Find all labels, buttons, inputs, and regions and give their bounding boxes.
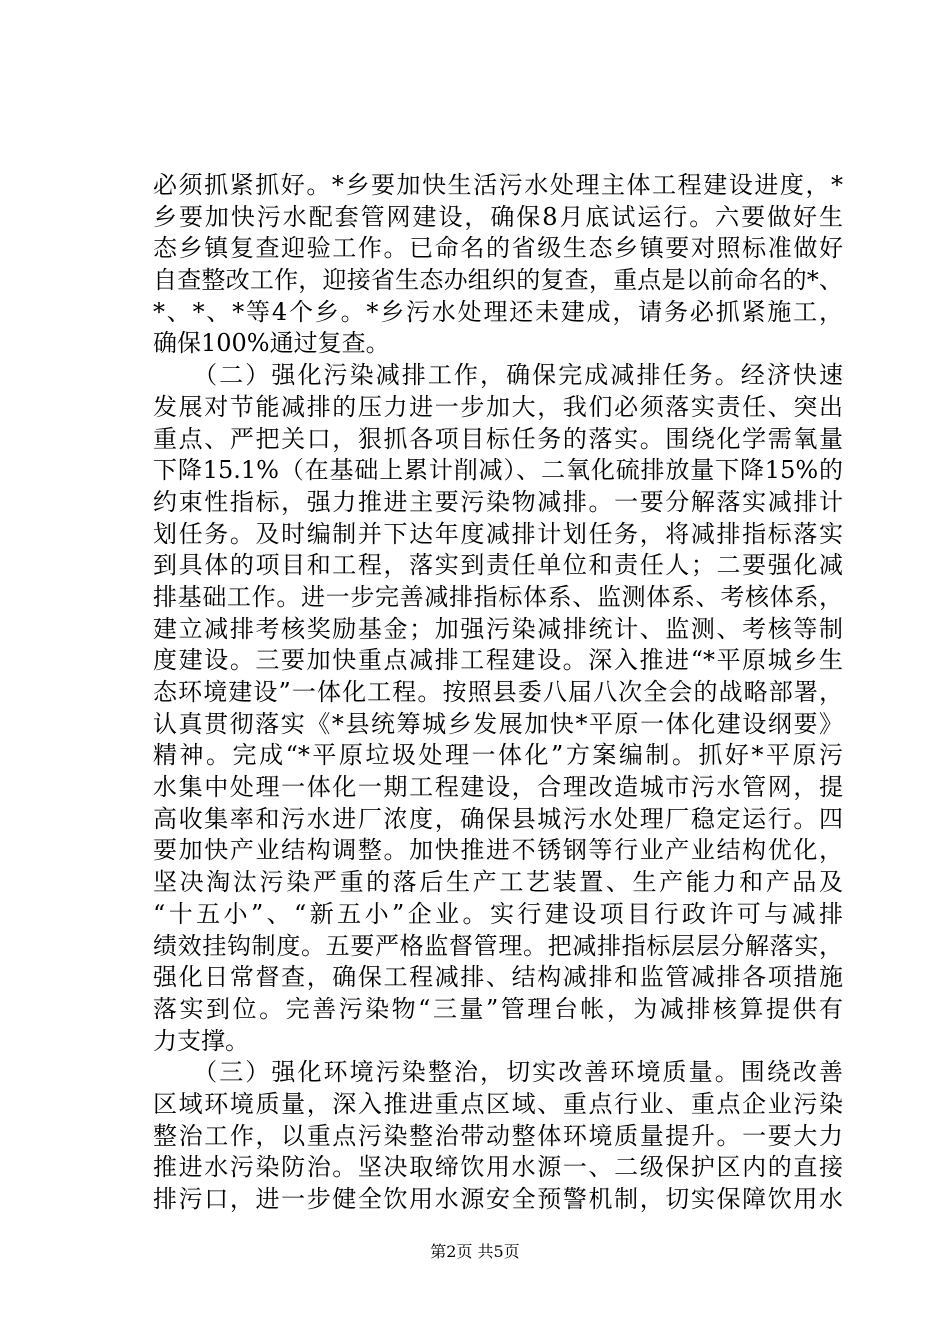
text-line: 自查整改工作，迎接省生态办组织的复查，重点是以前命名的*、 [153,266,843,295]
text-line: 必须抓紧抓好。*乡要加快生活污水处理主体工程建设进度，* [153,171,843,199]
text-line: 确保100%通过复查。 [153,329,390,358]
text-line: 推进水污染防治。坚决取缔饮用水源一、二级保护区内的直接 [153,1153,843,1182]
text-line: 排污口，进一步健全饮用水源安全预警机制，切实保障饮用水 [153,1185,843,1213]
text-line: 到具体的项目和工程，落实到责任单位和责任人；二要强化减 [153,551,843,580]
text-line: 态乡镇复查迎验工作。已命名的省级生态乡镇要对照标准做好 [153,234,843,263]
text-line: 排基础工作。进一步完善减排指标体系、监测体系、考核体系， [153,582,843,611]
text-line: 力支撑。 [153,1026,249,1055]
text-line: 度建设。三要加快重点减排工程建设。深入推进“*平原城乡生 [153,646,843,675]
text-line: 重点、严把关口，狠抓各项目标任务的落实。围绕化学需氧量 [153,424,843,453]
text-line: 整治工作，以重点污染整治带动整体环境质量提升。一要大力 [153,1121,843,1150]
text-line: （二）强化污染减排工作，确保完成减排任务。经济快速 [153,361,843,390]
text-line: *、*、*等4个乡。*乡污水处理还未建成，请务必抓紧施工， [153,297,843,326]
text-line: 划任务。及时编制并下达年度减排计划任务，将减排指标落实 [153,519,843,548]
text-line: 下降15.1%（在基础上累计削减）、二氧化硫排放量下降15%的 [153,456,843,485]
text-line: （三）强化环境污染整治，切实改善环境质量。围绕改善 [153,1058,843,1087]
text-line: 强化日常督查，确保工程减排、结构减排和监管减排各项措施 [153,963,843,992]
text-line: 高收集率和污水进厂浓度，确保县城污水处理厂稳定运行。四 [153,804,843,833]
text-line: 认真贯彻落实《*县统筹城乡发展加快*平原一体化建设纲要》 [153,709,843,738]
text-line: 坚决淘汰污染严重的落后生产工艺装置、生产能力和产品及 [153,868,843,897]
text-line: 发展对节能减排的压力进一步加大，我们必须落实责任、突出 [153,392,843,421]
text-line: 建立减排考核奖励基金；加强污染减排统计、监测、考核等制 [153,614,843,643]
text-line: 精神。完成“*平原垃圾处理一体化”方案编制。抓好*平原污 [153,741,843,770]
text-line: 区域环境质量，深入推进重点区域、重点行业、重点企业污染 [153,1089,843,1118]
text-line: 绩效挂钩制度。五要严格监督管理。把减排指标层层分解落实， [153,931,843,960]
text-line: 约束性指标，强力推进主要污染物减排。一要分解落实减排计 [153,487,843,516]
document-body-text [153,170,843,1216]
text-line: “十五小”、“新五小”企业。实行建设项目行政许可与减排 [153,899,843,928]
page-footer: 第2页 共5页 [430,1242,520,1261]
text-line: 落实到位。完善污染物“三量”管理台帐，为减排核算提供有 [153,994,843,1023]
text-line: 水集中处理一体化一期工程建设，合理改造城市污水管网，提 [153,773,843,802]
text-line: 乡要加快污水配套管网建设，确保8月底试运行。六要做好生 [153,202,843,231]
text-line: 要加快产业结构调整。加快推进不锈钢等行业产业结构优化， [153,836,843,865]
text-line: 态环境建设”一体化工程。按照县委八届八次全会的战略部署， [153,678,843,706]
